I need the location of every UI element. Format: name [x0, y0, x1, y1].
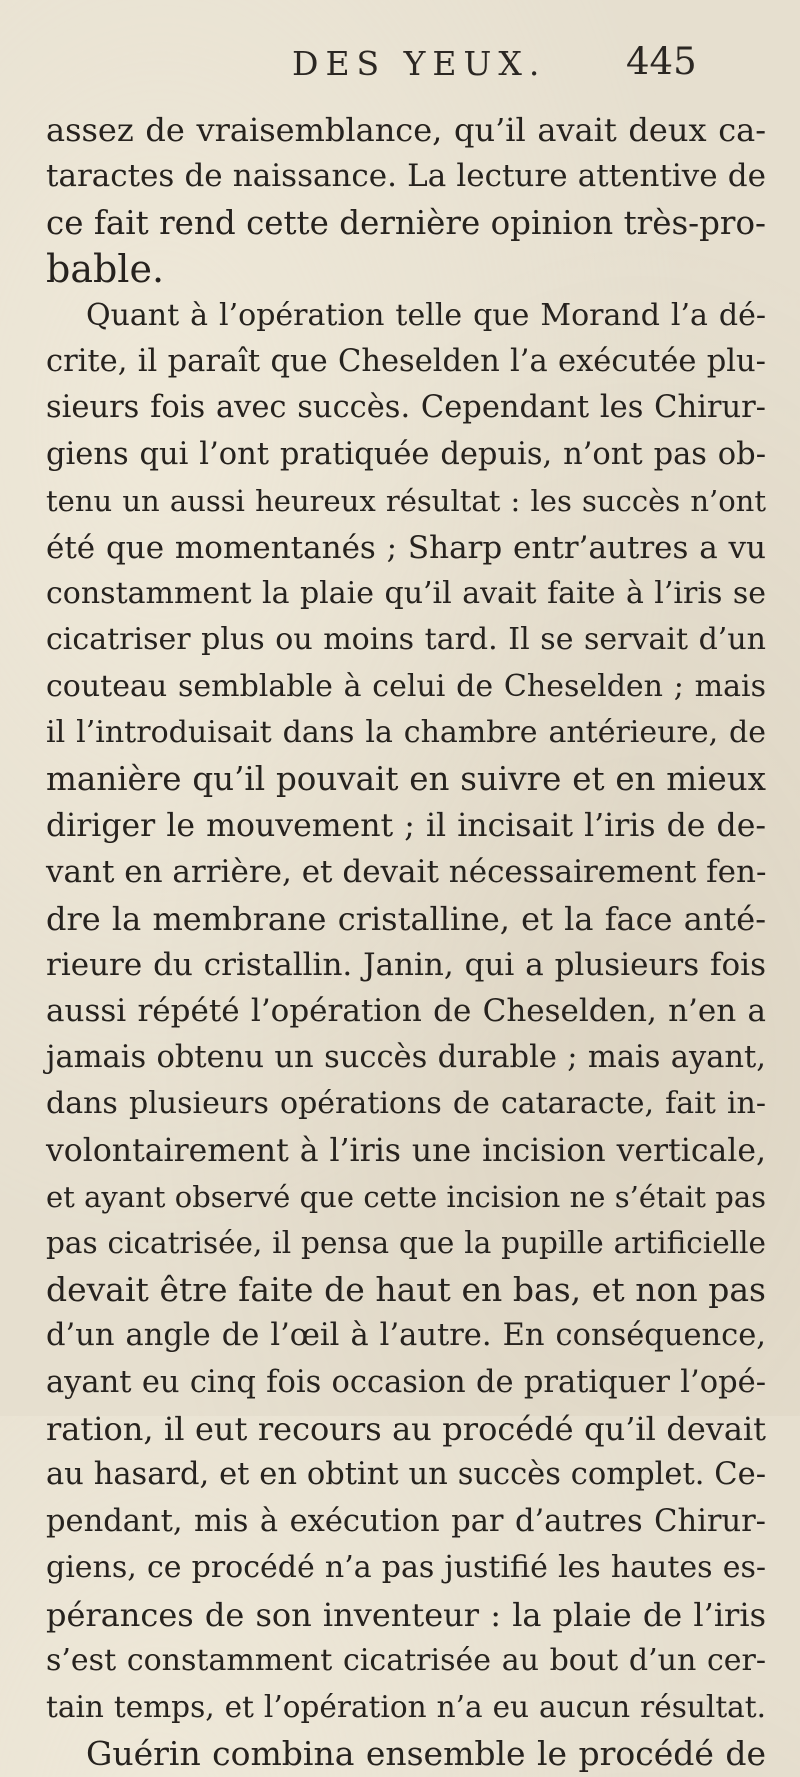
- text-line: dre la membrane cristalline, et la face anté-: [46, 899, 766, 938]
- text-line: sieurs fois avec succès. Cependant les Chirur-: [46, 390, 766, 426]
- running-title: DES YEUX.: [292, 44, 547, 83]
- text-line: pas cicatrisée, il pensa que la pupille artificielle: [46, 1226, 766, 1261]
- text-line: ration, il eut recours au procédé qu’il devait: [46, 1409, 766, 1448]
- text-line: rieure du cristallin. Janin, qui a plusieurs fois: [46, 947, 766, 984]
- page-number: 445: [626, 40, 697, 83]
- text-line: crite, il paraît que Cheselden l’a exécutée plu-: [46, 343, 766, 379]
- text-line: au hasard, et en obtint un succès complet. Ce-: [46, 1457, 766, 1493]
- text-line: été que momentanés ; Sharp entr’autres a vu: [46, 529, 766, 566]
- text-line: vant en arrière, et devait nécessairement fen-: [46, 854, 767, 891]
- text-line: volontairement à l’iris une incision verticale,: [46, 1132, 766, 1169]
- text-line: s’est constamment cicatrisée au bout d’un cer-: [46, 1642, 766, 1678]
- text-line: dans plusieurs opérations de cataracte, fait in-: [46, 1086, 766, 1122]
- text-line: ce fait rend cette dernière opinion très-pro-: [46, 203, 766, 242]
- text-line: Guérin combina ensemble le procédé de: [86, 1733, 766, 1773]
- text-line: jamais obtenu un succès durable ; mais ayant,: [46, 1039, 766, 1075]
- text-line: devait être faite de haut en bas, et non pas: [46, 1269, 766, 1309]
- text-line: et ayant observé que cette incision ne s’était pas: [46, 1179, 766, 1214]
- text-line: pendant, mis à exécution par d’autres Chirur-: [46, 1503, 766, 1539]
- text-line: pérances de son inventeur : la plaie de l’iris: [46, 1595, 766, 1634]
- text-line: aussi répété l’opération de Cheselden, n’en a: [46, 993, 766, 1030]
- text-line: ayant eu cinq fois occasion de pratiquer l’opé-: [46, 1364, 766, 1400]
- text-line: il l’introduisait dans la chambre antérieure, de: [46, 715, 766, 751]
- text-line: bable.: [46, 247, 165, 292]
- text-line: assez de vraisemblance, qu’il avait deux ca-: [46, 111, 766, 149]
- text-line: constamment la plaie qu’il avait faite à l’iris se: [46, 575, 766, 611]
- text-line: giens, ce procédé n’a pas justifié les hautes es-: [46, 1550, 766, 1586]
- body-text: [46, 107, 766, 1777]
- text-line: tenu un aussi heureux résultat : les succès n’ont: [46, 484, 766, 519]
- text-line: tain temps, et l’opération n’a eu aucun résultat.: [46, 1690, 766, 1725]
- running-head: [0, 36, 800, 86]
- text-line: couteau semblable à celui de Cheselden ; mais: [46, 668, 766, 704]
- text-line: taractes de naissance. La lecture attentive de: [46, 158, 766, 195]
- text-line: diriger le mouvement ; il incisait l’iris de de-: [46, 807, 766, 844]
- text-line: cicatriser plus ou moins tard. Il se servait d’un: [46, 622, 766, 658]
- text-line: d’un angle de l’œil à l’autre. En conséquence,: [46, 1318, 766, 1354]
- text-line: manière qu’il pouvait en suivre et en mieux: [46, 760, 766, 799]
- paragraph-start-line: Quant à l’opération telle que Morand l’a dé-: [86, 297, 766, 333]
- text-line: giens qui l’ont pratiquée depuis, n’ont pas ob-: [46, 436, 766, 472]
